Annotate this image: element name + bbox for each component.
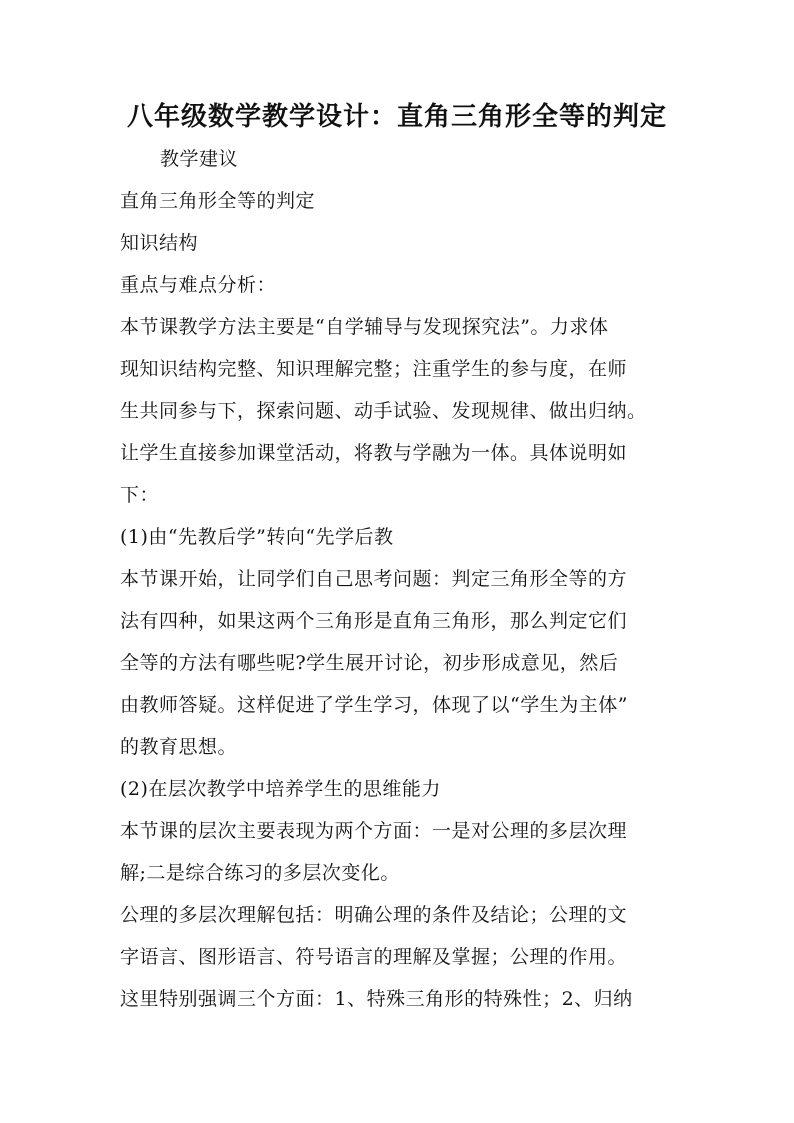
paragraph-line: 由教师答疑。这样促进了学生学习，体现了以“学生为主体” — [120, 694, 628, 716]
paragraph-line: 生共同参与下，探索问题、动手试验、发现规律、做出归纳。 — [120, 400, 647, 422]
paragraph-line: 本节课开始，让同学们自己思考问题：判定三角形全等的方 — [120, 568, 628, 590]
subsection-heading-2: (2)在层次教学中培养学生的思维能力 — [120, 778, 441, 800]
paragraph-line: 的教育思想。 — [120, 736, 238, 758]
paragraph-line: 解;二是综合练习的多层次变化。 — [120, 862, 400, 884]
section-heading-key-points: 重点与难点分析： — [120, 274, 277, 296]
document-title: 八年级数学教学设计：直角三角形全等的判定 — [126, 102, 667, 132]
section-heading-teaching-suggestions: 教学建议 — [160, 148, 239, 170]
paragraph-line: 本节课的层次主要表现为两个方面：一是对公理的多层次理 — [120, 820, 628, 842]
paragraph-line: 公理的多层次理解包括：明确公理的条件及结论；公理的文 — [120, 904, 628, 926]
section-heading-topic: 直角三角形全等的判定 — [120, 190, 316, 212]
paragraph-line: 字语言、图形语言、符号语言的理解及掌握；公理的作用。 — [120, 946, 628, 968]
paragraph-line: 本节课教学方法主要是“自学辅导与发现探究法”。力求体 — [120, 316, 609, 338]
paragraph-line: 法有四种，如果这两个三角形是直角三角形，那么判定它们 — [120, 610, 628, 632]
section-heading-knowledge-structure: 知识结构 — [120, 232, 199, 254]
paragraph-line: 下： — [120, 484, 160, 506]
paragraph-line: 现知识结构完整、知识理解完整；注重学生的参与度，在师 — [120, 358, 628, 380]
paragraph-line: 让学生直接参加课堂活动，将教与学融为一体。具体说明如 — [120, 442, 628, 464]
paragraph-line: 这里特别强调三个方面：1、特殊三角形的特殊性；2、归纳 — [120, 988, 633, 1010]
subsection-heading-1: (1)由“先教后学”转向“先学后教 — [120, 526, 394, 548]
paragraph-line: 全等的方法有哪些呢?学生展开讨论，初步形成意见，然后 — [120, 652, 619, 674]
